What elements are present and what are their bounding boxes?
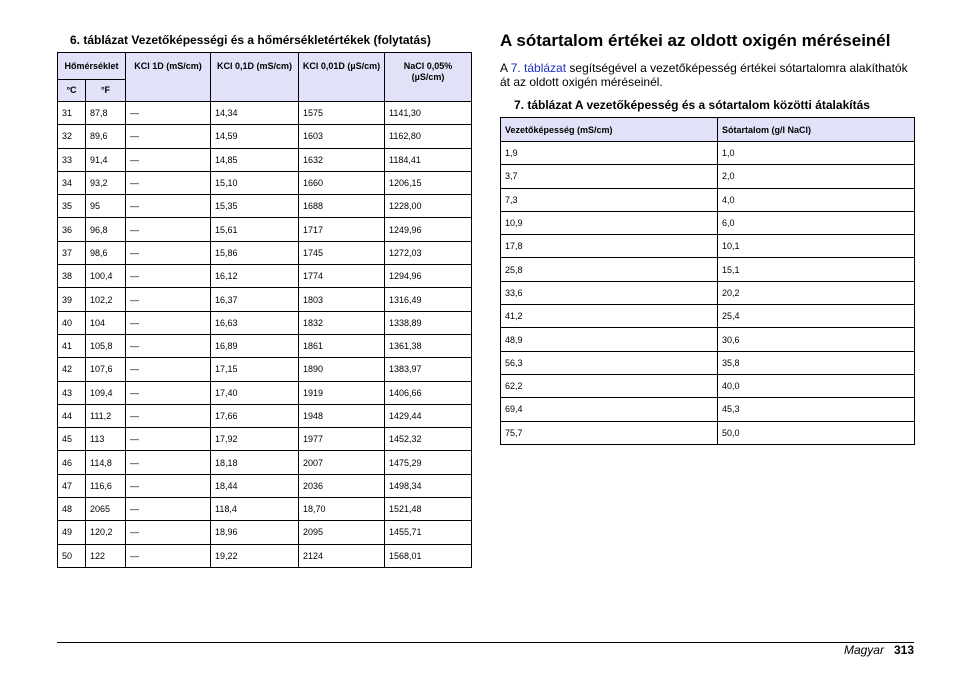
table-cell: 1521,48: [385, 498, 472, 521]
table-cell: —: [126, 311, 211, 334]
table-cell: 43: [58, 381, 86, 404]
table-cell: 1249,96: [385, 218, 472, 241]
table-cell: 62,2: [501, 374, 718, 397]
table-cell: 41: [58, 334, 86, 357]
table-cell: 89,6: [86, 125, 126, 148]
table-cell: 1,9: [501, 142, 718, 165]
table-cell: 1316,49: [385, 288, 472, 311]
table-cell: 1832: [299, 311, 385, 334]
table-cell: 48: [58, 498, 86, 521]
table-cell: 1475,29: [385, 451, 472, 474]
table-cell: 1206,15: [385, 171, 472, 194]
table-cell: 41,2: [501, 305, 718, 328]
intro-text-after: segítségével a vezetőképesség értékei sótartalomra alakíthatók át az oldott oxigén méréseinél.: [500, 61, 908, 89]
header-nacl: NaCl 0,05% (µS/cm): [385, 53, 472, 102]
header-kcl-01d: KCl 0,1D (mS/cm): [211, 53, 299, 102]
table-cell: 17,15: [211, 358, 299, 381]
header-fahrenheit: °F: [86, 80, 126, 102]
table-cell: 1184,41: [385, 148, 472, 171]
header-celsius: °C: [58, 80, 86, 102]
table-cell: 25,8: [501, 258, 718, 281]
table-cell: 109,4: [86, 381, 126, 404]
table-row: [58, 498, 472, 521]
table-cell: 42: [58, 358, 86, 381]
header-kcl-1d: KCl 1D (mS/cm): [126, 53, 211, 102]
table-cell: 116,6: [86, 474, 126, 497]
table-cell: 45,3: [718, 398, 915, 421]
table-cell: 1948: [299, 404, 385, 427]
table-cell: 15,86: [211, 241, 299, 264]
table-cell: 37: [58, 241, 86, 264]
table-row: [501, 374, 915, 397]
table-row: [501, 351, 915, 374]
table-cell: 1890: [299, 358, 385, 381]
table-cell: —: [126, 404, 211, 427]
table-cell: 46: [58, 451, 86, 474]
table-cell: 10,1: [718, 235, 915, 258]
table-cell: 1803: [299, 288, 385, 311]
table-row: [58, 404, 472, 427]
table-cell: —: [126, 544, 211, 567]
table-row: [58, 334, 472, 357]
table-cell: —: [126, 218, 211, 241]
table6-body: [58, 102, 472, 568]
table7-body: [501, 142, 915, 445]
table-cell: 100,4: [86, 265, 126, 288]
table-cell: 1919: [299, 381, 385, 404]
table-row: [501, 258, 915, 281]
table-cell: 56,3: [501, 351, 718, 374]
table-cell: —: [126, 241, 211, 264]
conductivity-salinity-table: [500, 117, 915, 445]
table-row: [501, 188, 915, 211]
table-cell: 104: [86, 311, 126, 334]
table-row: [58, 311, 472, 334]
table-cell: 1228,00: [385, 195, 472, 218]
table-cell: —: [126, 102, 211, 125]
table-cell: 96,8: [86, 218, 126, 241]
table-cell: 113: [86, 428, 126, 451]
table-cell: 17,92: [211, 428, 299, 451]
table-cell: 2007: [299, 451, 385, 474]
table-cell: 111,2: [86, 404, 126, 427]
table-cell: 6,0: [718, 211, 915, 234]
table-cell: 1977: [299, 428, 385, 451]
table-row: [58, 265, 472, 288]
table-cell: 2,0: [718, 165, 915, 188]
table-cell: 50,0: [718, 421, 915, 444]
table-cell: 14,59: [211, 125, 299, 148]
table-cell: 98,6: [86, 241, 126, 264]
table-cell: 15,10: [211, 171, 299, 194]
table-cell: 114,8: [86, 451, 126, 474]
table-cell: 18,70: [299, 498, 385, 521]
table-cell: 1141,30: [385, 102, 472, 125]
table-cell: 75,7: [501, 421, 718, 444]
table-cell: 1774: [299, 265, 385, 288]
table-row: [501, 328, 915, 351]
table-row: [501, 398, 915, 421]
table-cell: 7,3: [501, 188, 718, 211]
table-cell: 17,40: [211, 381, 299, 404]
table-cell: 16,37: [211, 288, 299, 311]
table-cell: 1688: [299, 195, 385, 218]
table-cell: 118,4: [211, 498, 299, 521]
table-cell: 1632: [299, 148, 385, 171]
section-title: A sótartalom értékei az oldott oxigén méréseinél: [500, 31, 891, 50]
table-row: [58, 474, 472, 497]
table-cell: 91,4: [86, 148, 126, 171]
table-cell: 20,2: [718, 281, 915, 304]
table-row: [58, 125, 472, 148]
table-cell: 30,6: [718, 328, 915, 351]
table-cell: 93,2: [86, 171, 126, 194]
table-cell: —: [126, 521, 211, 544]
table-cell: 1452,32: [385, 428, 472, 451]
table-cell: 1162,80: [385, 125, 472, 148]
table-cell: 18,96: [211, 521, 299, 544]
table-row: [501, 235, 915, 258]
table-cell: —: [126, 358, 211, 381]
table-cell: 1294,96: [385, 265, 472, 288]
table-cell: 48,9: [501, 328, 718, 351]
table-cell: 39: [58, 288, 86, 311]
table-cell: 1272,03: [385, 241, 472, 264]
table-cell: —: [126, 334, 211, 357]
header-temperature: Hőmérséklet: [58, 53, 126, 80]
table-cell: 35: [58, 195, 86, 218]
table-cell: 16,89: [211, 334, 299, 357]
table-cell: 40,0: [718, 374, 915, 397]
table-row: [58, 451, 472, 474]
table-cell: 50: [58, 544, 86, 567]
table-cell: 1575: [299, 102, 385, 125]
table-row: [58, 288, 472, 311]
section-intro: [500, 61, 914, 89]
table-cell: 122: [86, 544, 126, 567]
table-cell: —: [126, 171, 211, 194]
table-cell: 15,35: [211, 195, 299, 218]
table-row: [58, 381, 472, 404]
table-cell: —: [126, 381, 211, 404]
table-cell: 31: [58, 102, 86, 125]
table-cell: 15,61: [211, 218, 299, 241]
table-cell: —: [126, 148, 211, 171]
table-cell: 17,8: [501, 235, 718, 258]
table-cell: —: [126, 498, 211, 521]
table-cell: 1338,89: [385, 311, 472, 334]
table-cell: —: [126, 195, 211, 218]
table-row: [58, 358, 472, 381]
table-row: [58, 428, 472, 451]
table7-link[interactable]: 7. táblázat: [510, 61, 567, 75]
table-cell: 2095: [299, 521, 385, 544]
table-cell: 33,6: [501, 281, 718, 304]
table-cell: 1603: [299, 125, 385, 148]
page-number: 313: [893, 643, 914, 657]
table-row: [501, 211, 915, 234]
table-cell: —: [126, 125, 211, 148]
table-cell: 18,44: [211, 474, 299, 497]
table-row: [501, 305, 915, 328]
table-cell: 1455,71: [385, 521, 472, 544]
table-cell: 38: [58, 265, 86, 288]
table-row: [501, 142, 915, 165]
table-row: [58, 521, 472, 544]
table-cell: 47: [58, 474, 86, 497]
table-cell: 32: [58, 125, 86, 148]
table-cell: 15,1: [718, 258, 915, 281]
table-cell: 1429,44: [385, 404, 472, 427]
table-cell: 1861: [299, 334, 385, 357]
table-cell: 105,8: [86, 334, 126, 357]
header-kcl-001d: KCl 0,01D (µS/cm): [299, 53, 385, 102]
table-cell: 2036: [299, 474, 385, 497]
table-cell: 14,85: [211, 148, 299, 171]
table-cell: 34: [58, 171, 86, 194]
table-cell: 40: [58, 311, 86, 334]
table-row: [58, 218, 472, 241]
table-row: [58, 102, 472, 125]
table-cell: 19,22: [211, 544, 299, 567]
table-cell: 2124: [299, 544, 385, 567]
table-cell: 2065: [86, 498, 126, 521]
table-cell: —: [126, 265, 211, 288]
header-salinity: Sótartalom (g/l NaCl): [718, 118, 915, 142]
table-cell: 33: [58, 148, 86, 171]
table-row: [58, 195, 472, 218]
table-cell: 45: [58, 428, 86, 451]
table-cell: 1660: [299, 171, 385, 194]
table-row: [58, 171, 472, 194]
table-cell: 69,4: [501, 398, 718, 421]
table-cell: 36: [58, 218, 86, 241]
header-conductivity: Vezetőképesség (mS/cm): [501, 118, 718, 142]
table-cell: —: [126, 451, 211, 474]
table-row: [501, 421, 915, 444]
table-cell: 16,63: [211, 311, 299, 334]
table-cell: —: [126, 474, 211, 497]
table-cell: —: [126, 428, 211, 451]
table-cell: 18,18: [211, 451, 299, 474]
table-row: [58, 544, 472, 567]
table-cell: 3,7: [501, 165, 718, 188]
footer-divider: [57, 642, 914, 643]
table-cell: 1717: [299, 218, 385, 241]
table-cell: 10,9: [501, 211, 718, 234]
table-cell: 1383,97: [385, 358, 472, 381]
table-cell: 1406,66: [385, 381, 472, 404]
table-cell: 107,6: [86, 358, 126, 381]
table-cell: 1361,38: [385, 334, 472, 357]
table-cell: 49: [58, 521, 86, 544]
table-cell: 1498,34: [385, 474, 472, 497]
table-row: [501, 165, 915, 188]
table-cell: 17,66: [211, 404, 299, 427]
table-cell: 35,8: [718, 351, 915, 374]
footer-language: Magyar: [843, 643, 884, 657]
table-cell: 1568,01: [385, 544, 472, 567]
table-cell: 120,2: [86, 521, 126, 544]
table-cell: 16,12: [211, 265, 299, 288]
table-cell: 102,2: [86, 288, 126, 311]
table-cell: 25,4: [718, 305, 915, 328]
page-footer: [844, 643, 914, 657]
table-cell: 95: [86, 195, 126, 218]
table-cell: 1,0: [718, 142, 915, 165]
table-row: [501, 281, 915, 304]
table-row: [58, 148, 472, 171]
table-cell: 44: [58, 404, 86, 427]
table-row: [58, 241, 472, 264]
table-cell: 14,34: [211, 102, 299, 125]
intro-text-before: A: [500, 61, 511, 75]
table-cell: 1745: [299, 241, 385, 264]
table-cell: —: [126, 288, 211, 311]
table7-caption: 7. táblázat A vezetőképesség és a sótartalom közötti átalakítás: [514, 98, 870, 112]
table-cell: 87,8: [86, 102, 126, 125]
conductivity-temperature-table: [57, 52, 472, 568]
table6-caption: 6. táblázat Vezetőképességi és a hőmérsékletértékek (folytatás): [70, 33, 431, 47]
table-cell: 4,0: [718, 188, 915, 211]
